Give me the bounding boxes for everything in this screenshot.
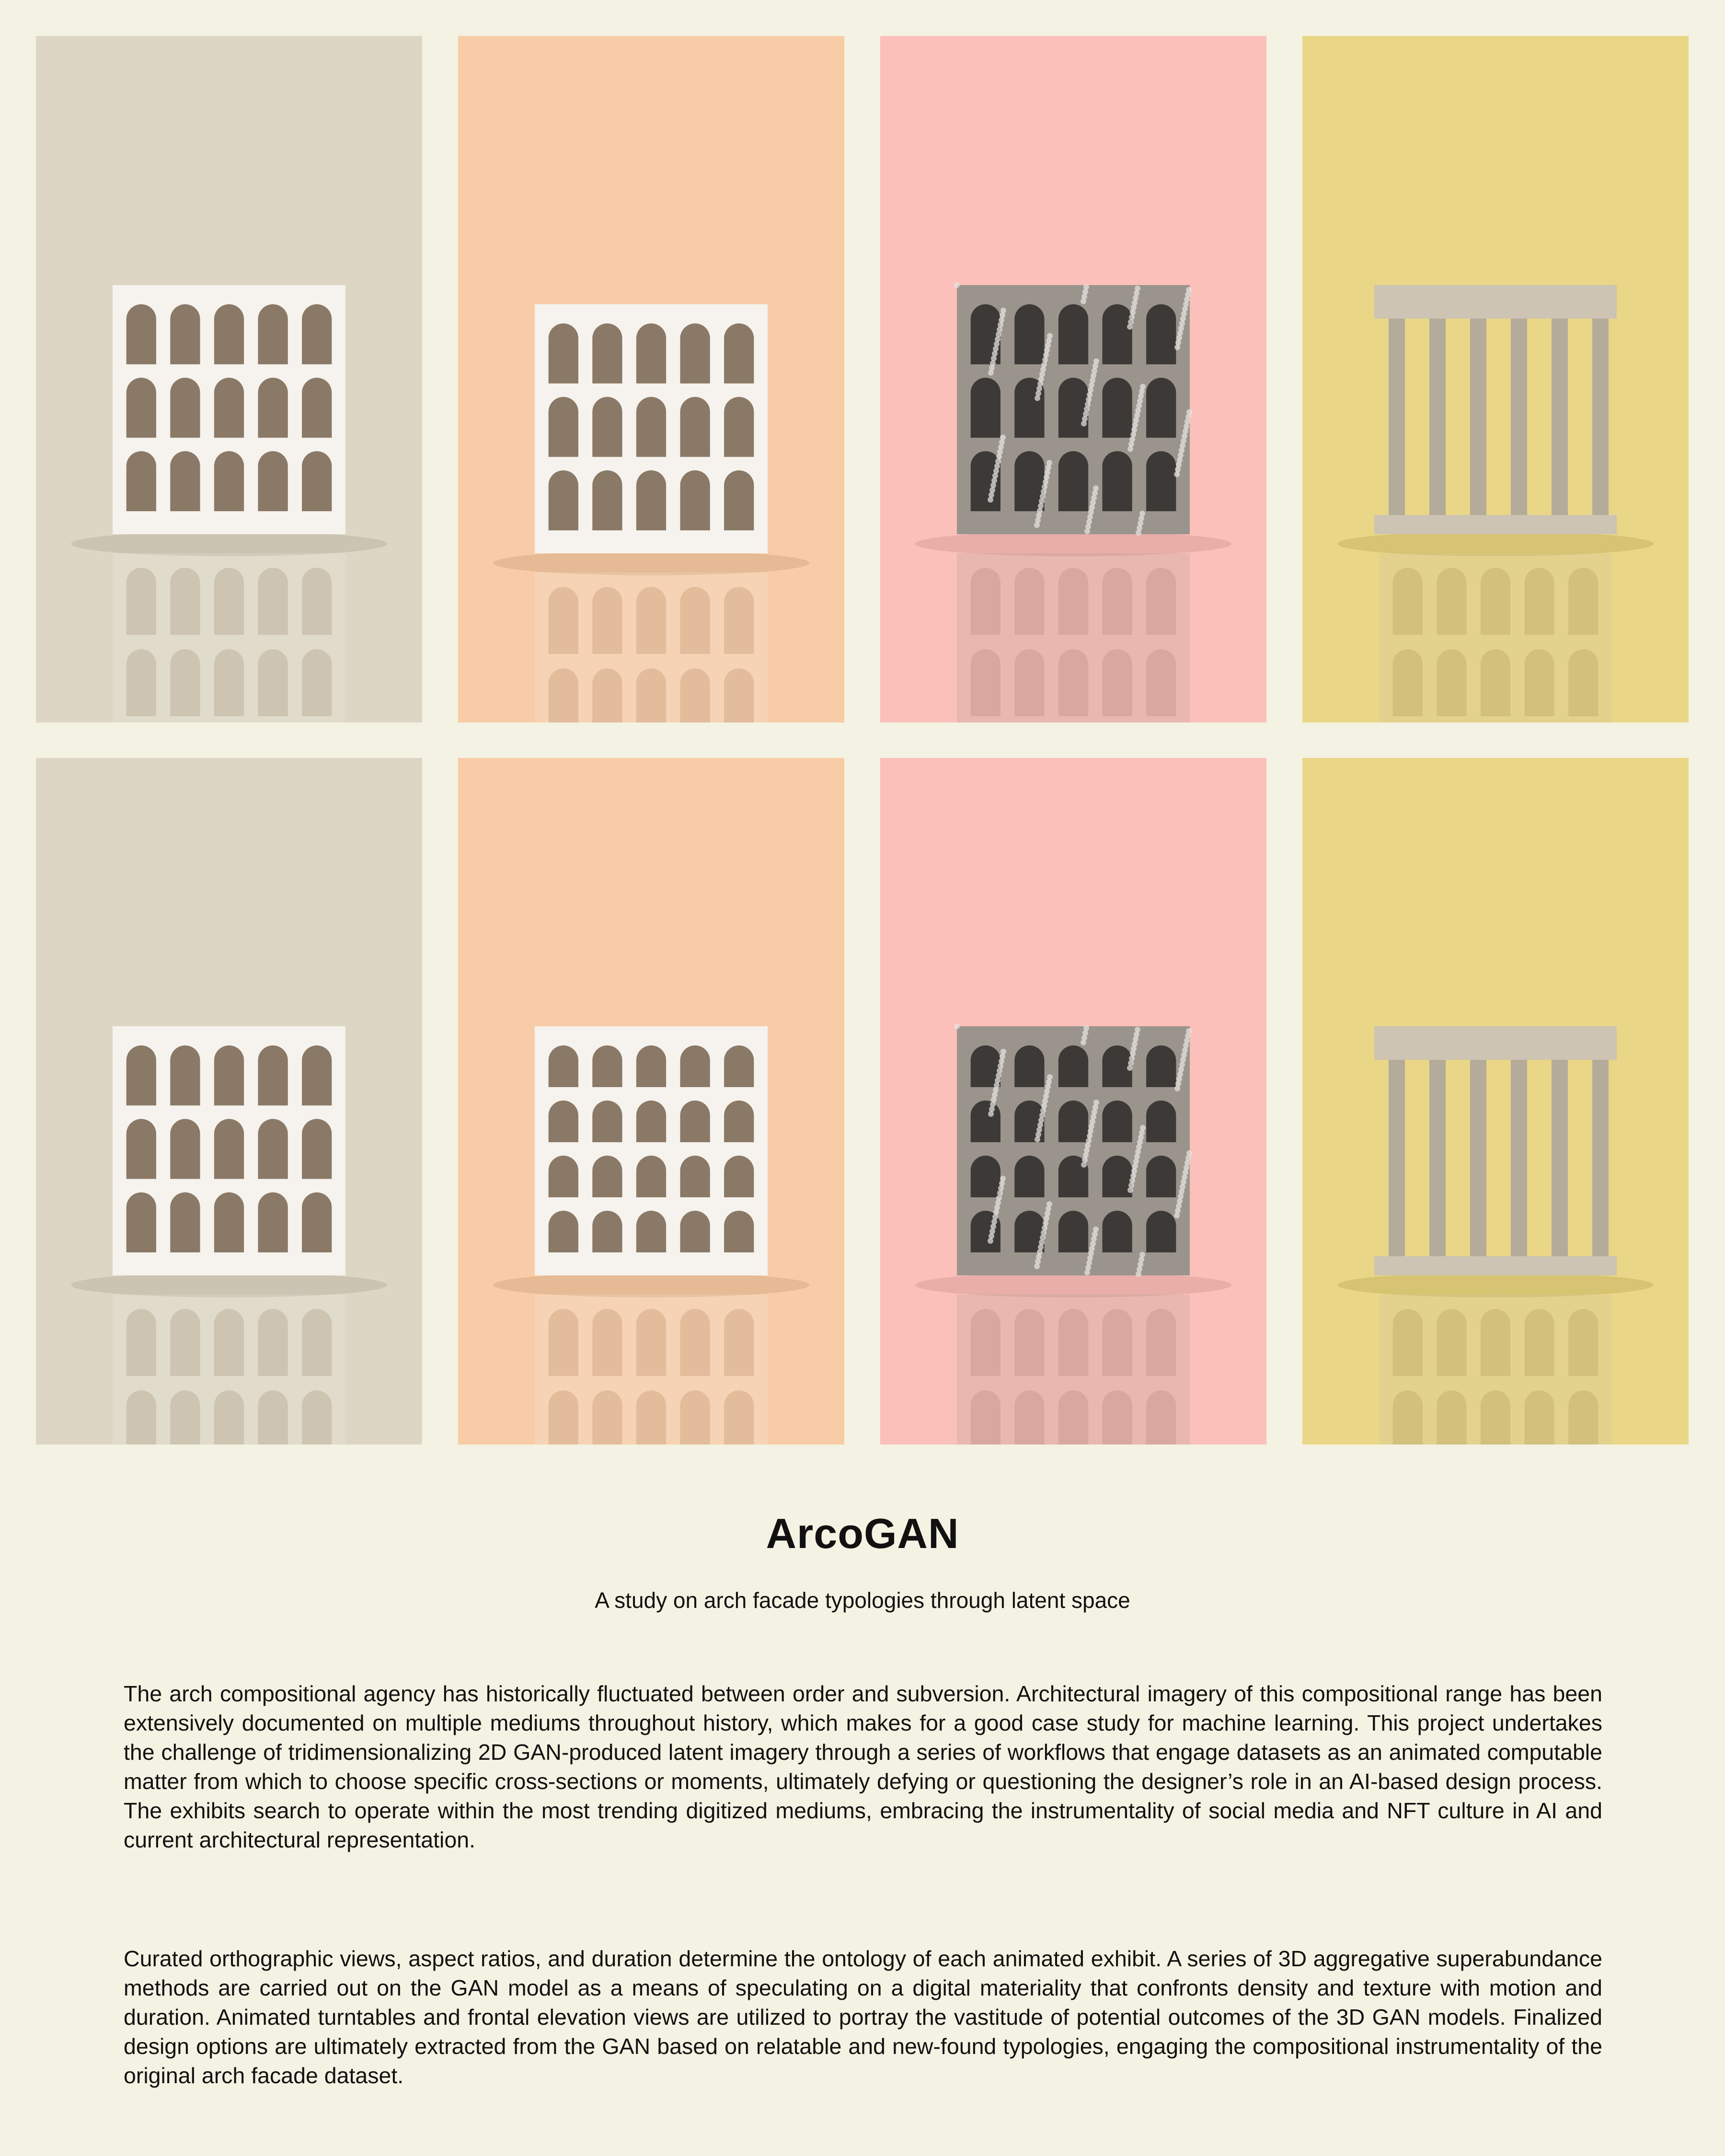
arch-render-panel (880, 36, 1266, 722)
description-paragraph-1: The arch compositional agency has historically fluctuated between order and subversion. Architectural imagery of this compositional range has been extensively documented on multiple mediums throughout history, which makes for a good case study for machine learning. This project undertakes the challenge of tridimensionalizing 2D GAN-produced latent imagery through a series of workflows that engage datasets as an animated computable matter from which to choose specific cross-sections or moments, ultimately defying or questioning the designer’s role in an AI-based design process. The exhibits search to operate within the most trending digitized mediums, embracing the instrumentality of social media and NFT culture in AI and current architectural representation. (124, 1681, 1602, 1852)
arch-facade-render (880, 758, 1266, 1445)
arch-render-panel (36, 36, 422, 722)
arch-facade-render (1302, 36, 1689, 722)
arch-facade-render (458, 758, 844, 1445)
arch-facade-render (36, 36, 422, 722)
arch-facade-render (458, 36, 844, 722)
arch-facade-render (36, 758, 422, 1445)
page-title: ArcoGAN (766, 1510, 959, 1557)
arch-render-panel (36, 758, 422, 1445)
page-subtitle: A study on arch facade typologies through latent space (595, 1588, 1130, 1613)
arch-facade-render (880, 36, 1266, 722)
arch-render-panel (458, 758, 844, 1445)
description-paragraph-2: Curated orthographic views, aspect ratios, and duration determine the ontology of each animated exhibit. A series of 3D aggregative superabundance methods are carried out on the GAN model as a means of speculating on a digital materiality that confronts density and texture with motion and duration. Animated turntables and frontal elevation views are utilized to portray the vastitude of potential outcomes of the 3D GAN models. Finalized design options are ultimately extracted from the GAN based on relatable and new-found typologies, engaging the compositional instrumentality of the original arch facade dataset. (124, 1946, 1602, 2088)
arch-render-panel (1302, 758, 1689, 1445)
arch-render-panel (1302, 36, 1689, 722)
arch-render-panel (880, 758, 1266, 1445)
arch-render-panel (458, 36, 844, 722)
arch-facade-render (1302, 758, 1689, 1445)
